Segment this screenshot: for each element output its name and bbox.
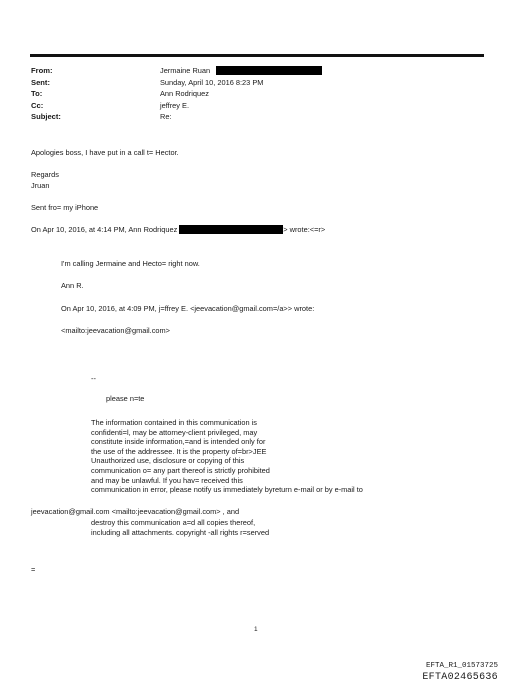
- from-value: [160, 66, 322, 76]
- disclaimer-line: The information contained in this communication is: [91, 418, 257, 427]
- to-label: To:: [31, 89, 43, 98]
- disclaimer-line: and may be unlawful. If you hav= received this: [91, 475, 243, 485]
- subject-label: Subject:: [31, 112, 61, 121]
- subject-value: Re:: [160, 112, 172, 121]
- body-line-apology: Apologies boss, I have put in a call t= Hector.: [31, 148, 179, 157]
- reply-signature: Ann R.: [61, 281, 84, 290]
- disclaimer-paragraph: [91, 418, 363, 495]
- disclaimer-line: the use of the addressee. It is the property of=br>JEE: [91, 446, 267, 456]
- equals-marker: =: [31, 565, 36, 574]
- quote-header-1: [31, 225, 325, 235]
- redaction-bar: [216, 66, 322, 75]
- sent-from-line: Sent fro= my iPhone: [31, 203, 99, 212]
- regards-line: Regards: [31, 170, 59, 179]
- sent-value: Sunday, April 10, 2016 8:23 PM: [160, 78, 264, 87]
- redaction-bar: [179, 225, 283, 234]
- page-number: 1: [254, 626, 258, 633]
- reply-line: I'm calling Jermaine and Hecto= right now.: [61, 259, 200, 268]
- disclaimer-tail: [91, 518, 269, 537]
- quote-header-2: On Apr 10, 2016, at 4:09 PM, j=ffrey E. <jeevacation@gmail.com=/a>> wrote:: [61, 304, 315, 313]
- disclaimer-line: communication in error, please notify us immediately byreturn e-mail or by e-mail to: [91, 485, 363, 495]
- header-rule: [30, 54, 484, 57]
- disclaimer-line: constitute inside information,=and is intended only for: [91, 437, 266, 447]
- disclaimer-line: destroy this communication a=d all copies thereof,: [91, 518, 256, 527]
- disclaimer-outdent-line: jeevacation@gmail.com <mailto:jeevacation@gmail.com> , and: [31, 507, 240, 516]
- separator-dashes: --: [91, 374, 96, 383]
- sent-label: Sent:: [31, 78, 50, 87]
- disclaimer-line: confidenti=l, may be attorney-client privileged, may: [91, 427, 258, 437]
- disclaimer-line: Unauthorized use, disclosure or copying of this: [91, 456, 245, 466]
- disclaimer-line: including all attachments. copyright -all rights r=served: [91, 527, 270, 537]
- cc-value: jeffrey E.: [160, 101, 190, 110]
- quote-header-1-prefix: On Apr 10, 2016, at 4:14 PM, Ann Rodriquez: [31, 225, 178, 234]
- to-value: Ann Rodriquez: [160, 89, 209, 98]
- from-name: Jermaine Ruan: [160, 66, 211, 75]
- signature-line: Jruan: [31, 181, 50, 190]
- footer-id-large: EFTA02465636: [422, 672, 498, 683]
- footer-id-small: EFTA_R1_01573725: [425, 662, 498, 670]
- disclaimer-line: communication o= any part thereof is strictly prohibited: [91, 465, 270, 475]
- from-label: From:: [31, 66, 53, 75]
- cc-label: Cc:: [31, 101, 44, 110]
- please-note-line: please n=te: [106, 394, 145, 403]
- quote-header-1-suffix: > wrote:<=r>: [283, 225, 326, 234]
- mailto-line: <mailto:jeevacation@gmail.com>: [61, 326, 170, 335]
